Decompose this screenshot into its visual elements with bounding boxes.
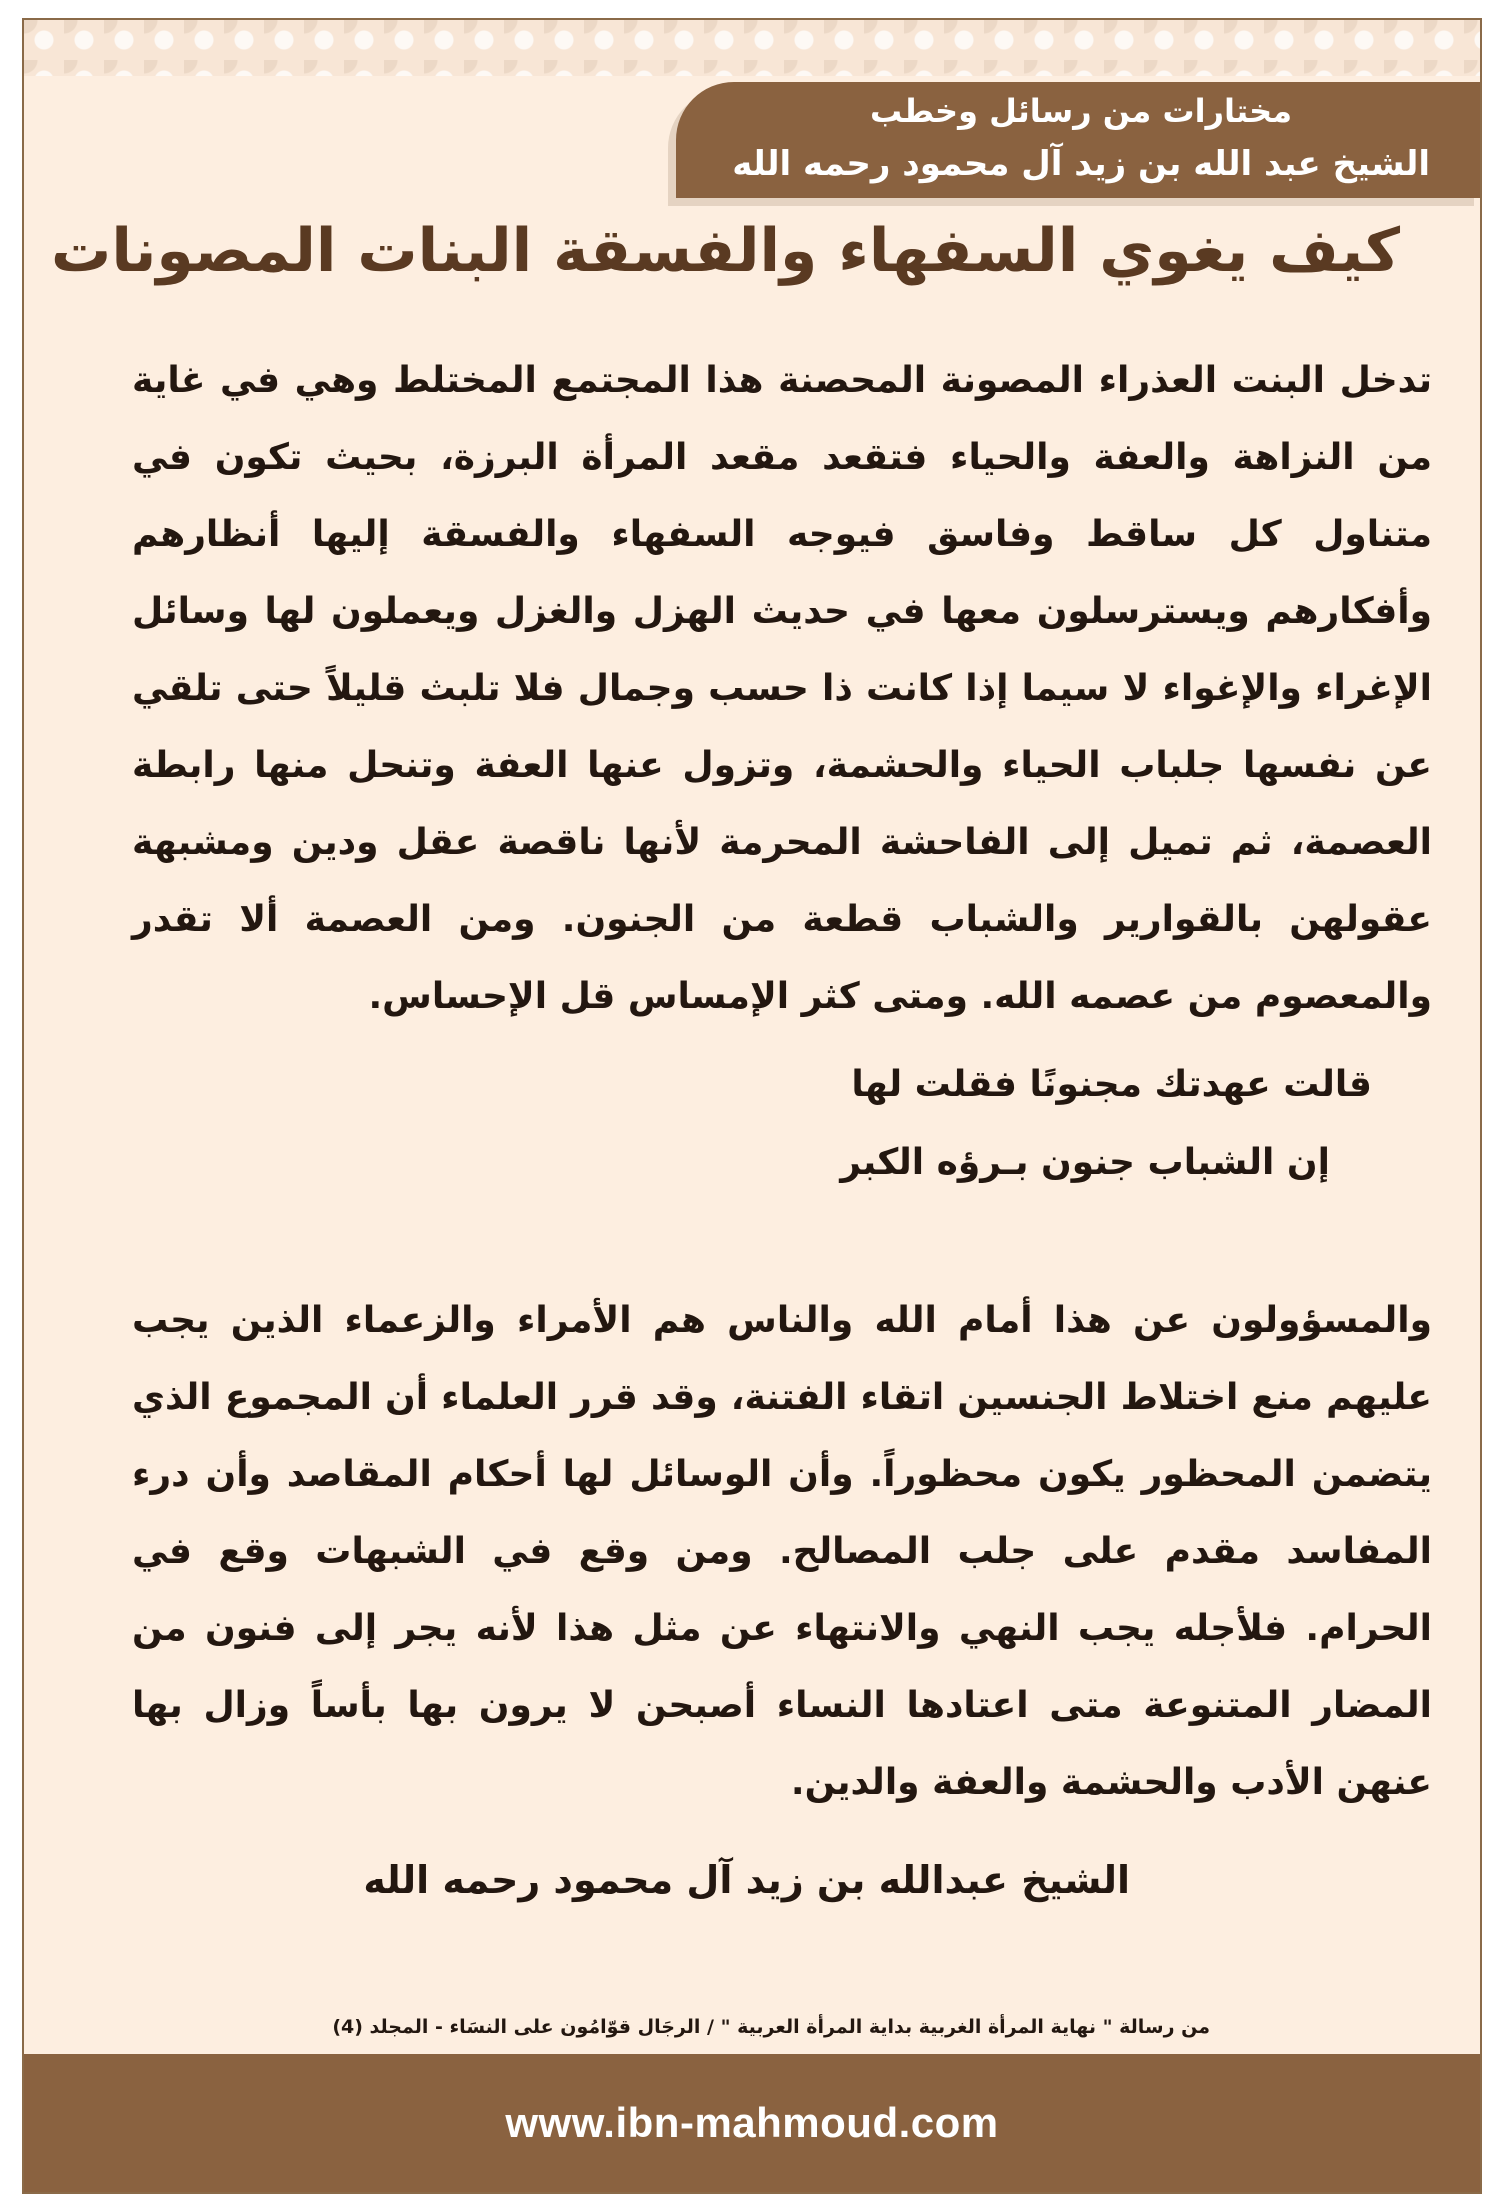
article-title: كيف يغوي السفهاء والفسقة البنات المصونات [51,216,1400,286]
header-banner [676,82,1482,198]
header-subtitle: مختارات من رسائل وخطب [869,92,1292,130]
verse-line-1: قالت عهدتك مجنونًا فقلت لها [851,1064,1372,1105]
paragraph-1 [132,342,1432,1035]
author-signature: الشيخ عبدالله بن زيد آل محمود رحمه الله [363,1858,1130,1902]
footer-bar [24,2054,1480,2192]
paragraph-1-text: تدخل البنت العذراء المصونة المحصنة هذا المجتمع المختلط وهي في غاية من النزاهة والعفة والحياء فتقعد مقعد المرأة البرزة، بحيث تكون في متناول كل ساقط وفاسق فيوجه السفهاء والفسقة إليها أنظارهم وأفكارهم ويسترسلون معها في حديث الهزل والغزل ويعملون لها وسائل الإغراء والإغواء لا سيما إذا كانت ذا حسب وجمال فلا تلبث قليلاً حتى تلقي عن نفسها جلباب الحياء والحشمة، وتزول عنها العفة وتنحل منها رابطة العصمة، ثم تميل إلى الفاحشة المحرمة لأنها ناقصة عقل ودين ومشبهة عقولهن بالقوارير والشباب قطعة من الجنون. ومن العصمة ألا تقدر والمعصوم من عصمه الله. ومتى كثر الإمساس قل الإحساس. [132,360,1432,1017]
source-citation: من رسالة " نهاية المرأة الغربية بداية المرأة العربية " / الرجَال قوّامُون على النسَاء - المجلد (4) [332,2016,1210,2038]
verse-line-2: إن الشباب جنون بـرؤه الكبر [840,1142,1330,1183]
paragraph-2 [132,1282,1432,1821]
paragraph-2-text: والمسؤولون عن هذا أمام الله والناس هم الأمراء والزعماء الذين يجب عليهم منع اختلاط الجنسين اتقاء الفتنة، وقد قرر العلماء أن المجموع الذي يتضمن المحظور يكون محظوراً. وأن الوسائل لها أحكام المقاصد وأن درء المفاسد مقدم على جلب المصالح. ومن وقع في الشبهات وقع في الحرام. فلأجله يجب النهي والانتهاء عن مثل هذا لأنه يجر إلى فنون من المضار المتنوعة متى اعتادها النساء أصبحن لا يرون بها بأساً وزال بها عنهن الأدب والحشمة والعفة والدين. [132,1300,1432,1803]
website-link[interactable]: www.ibn-mahmoud.com [505,2099,999,2146]
header-author: الشيخ عبد الله بن زيد آل محمود رحمه الله [732,144,1430,184]
decorative-pattern [24,20,1480,76]
page-frame [22,18,1482,2194]
